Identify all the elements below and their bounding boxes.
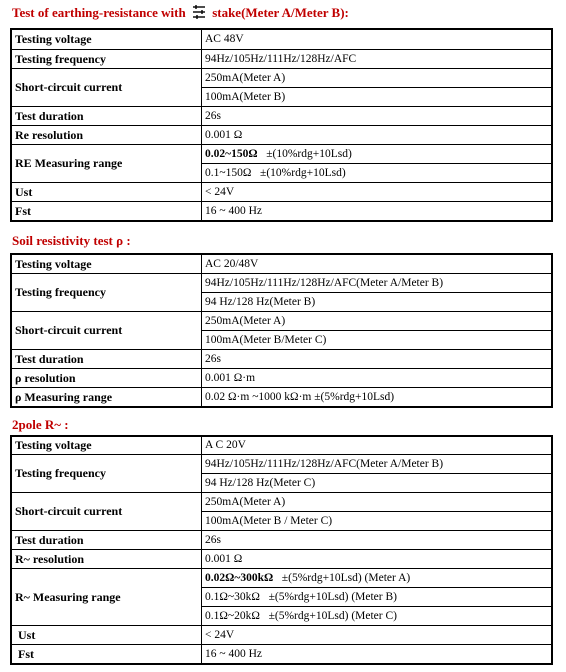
row-label: Short-circuit current <box>11 492 202 530</box>
row-value: 0.001 Ω <box>202 125 553 144</box>
row-value <box>202 144 553 163</box>
accuracy-value: ±(5%rdg+10Lsd) (Meter B) <box>268 590 397 603</box>
row-label: ρ resolution <box>11 368 202 387</box>
table-row <box>11 144 552 163</box>
table-row <box>11 530 552 549</box>
table-row <box>11 625 552 644</box>
table-row <box>11 368 552 387</box>
earth-spec-table <box>10 28 553 222</box>
row-value: 100mA(Meter B/Meter C) <box>202 330 553 349</box>
row-label: Test duration <box>11 530 202 549</box>
row-value: 0.001 Ω <box>202 549 553 568</box>
row-label: Fst <box>11 201 202 221</box>
row-value: 250mA(Meter A) <box>202 68 553 87</box>
row-label: Ust <box>11 182 202 201</box>
row-value: < 24V <box>202 182 553 201</box>
row-value: AC 48V <box>202 29 553 49</box>
row-value: 94Hz/105Hz/111Hz/128Hz/AFC(Meter A/Meter B) <box>202 273 553 292</box>
table-row <box>11 29 552 49</box>
row-label: Fst <box>11 644 202 664</box>
row-value: 16 ~ 400 Hz <box>202 201 553 221</box>
soil-spec-table <box>10 253 553 408</box>
row-value: 94 Hz/128 Hz(Meter C) <box>202 473 553 492</box>
table-row <box>11 311 552 330</box>
range-value: 0.02~150Ω <box>205 147 258 160</box>
row-label: Test duration <box>11 349 202 368</box>
row-value <box>202 606 553 625</box>
table-row <box>11 125 552 144</box>
accuracy-value: ±(5%rdg+10Lsd) (Meter C) <box>268 609 397 622</box>
row-value: 94Hz/105Hz/111Hz/128Hz/AFC <box>202 49 553 68</box>
table-row <box>11 68 552 87</box>
table-row <box>11 106 552 125</box>
range-value: 0.02Ω~300kΩ <box>205 571 274 584</box>
row-value: 94 Hz/128 Hz(Meter B) <box>202 292 553 311</box>
row-value: 100mA(Meter B) <box>202 87 553 106</box>
row-label: R~ Measuring range <box>11 568 202 625</box>
table-row <box>11 454 552 473</box>
row-label: Testing voltage <box>11 436 202 454</box>
row-label: Testing voltage <box>11 254 202 273</box>
earth-section-title <box>12 5 349 21</box>
row-label: RE Measuring range <box>11 144 202 182</box>
table-row <box>11 436 552 454</box>
range-value: 0.1~150Ω <box>205 166 252 179</box>
table-row <box>11 201 552 221</box>
row-value <box>202 587 553 606</box>
row-value: 250mA(Meter A) <box>202 311 553 330</box>
accuracy-value: ±(10%rdg+10Lsd) <box>260 166 346 179</box>
row-label: R~ resolution <box>11 549 202 568</box>
twopole-spec-table <box>10 435 553 665</box>
soil-section-title: Soil resistivity test ρ : <box>12 233 131 248</box>
table-row <box>11 349 552 368</box>
row-value: < 24V <box>202 625 553 644</box>
accuracy-value: ±(5%rdg+10Lsd) (Meter A) <box>281 571 411 584</box>
twopole-section-title: 2pole R~ : <box>12 417 69 432</box>
row-label: Testing frequency <box>11 49 202 68</box>
earth-title-after: stake(Meter A/Meter B): <box>212 5 349 20</box>
row-label: Re resolution <box>11 125 202 144</box>
table-row <box>11 644 552 664</box>
row-value: 0.001 Ω·m <box>202 368 553 387</box>
row-value: 0.02 Ω·m ~1000 kΩ·m ±(5%rdg+10Lsd) <box>202 387 553 407</box>
row-label: Testing frequency <box>11 273 202 311</box>
accuracy-value: ±(10%rdg+10Lsd) <box>266 147 352 160</box>
row-label: Test duration <box>11 106 202 125</box>
row-label: Short-circuit current <box>11 311 202 349</box>
table-row <box>11 182 552 201</box>
row-value <box>202 568 553 587</box>
row-value: AC 20/48V <box>202 254 553 273</box>
row-label: Testing voltage <box>11 29 202 49</box>
range-value: 0.1Ω~20kΩ <box>205 609 260 622</box>
table-row <box>11 273 552 292</box>
row-label: ρ Measuring range <box>11 387 202 407</box>
row-value <box>202 163 553 182</box>
row-label: Testing frequency <box>11 454 202 492</box>
table-row <box>11 49 552 68</box>
table-row <box>11 387 552 407</box>
row-value: 16 ~ 400 Hz <box>202 644 553 664</box>
row-label: Ust <box>11 625 202 644</box>
range-value: 0.1Ω~30kΩ <box>205 590 260 603</box>
row-value: 26s <box>202 349 553 368</box>
row-value: 26s <box>202 530 553 549</box>
table-row <box>11 549 552 568</box>
stake-icon <box>191 5 207 19</box>
table-row <box>11 568 552 587</box>
row-value: A C 20V <box>202 436 553 454</box>
table-row <box>11 254 552 273</box>
row-value: 100mA(Meter B / Meter C) <box>202 511 553 530</box>
earth-title-before: Test of earthing-resistance with <box>12 5 186 20</box>
row-label: Short-circuit current <box>11 68 202 106</box>
row-value: 26s <box>202 106 553 125</box>
row-value: 94Hz/105Hz/111Hz/128Hz/AFC(Meter A/Meter B) <box>202 454 553 473</box>
row-value: 250mA(Meter A) <box>202 492 553 511</box>
table-row <box>11 492 552 511</box>
